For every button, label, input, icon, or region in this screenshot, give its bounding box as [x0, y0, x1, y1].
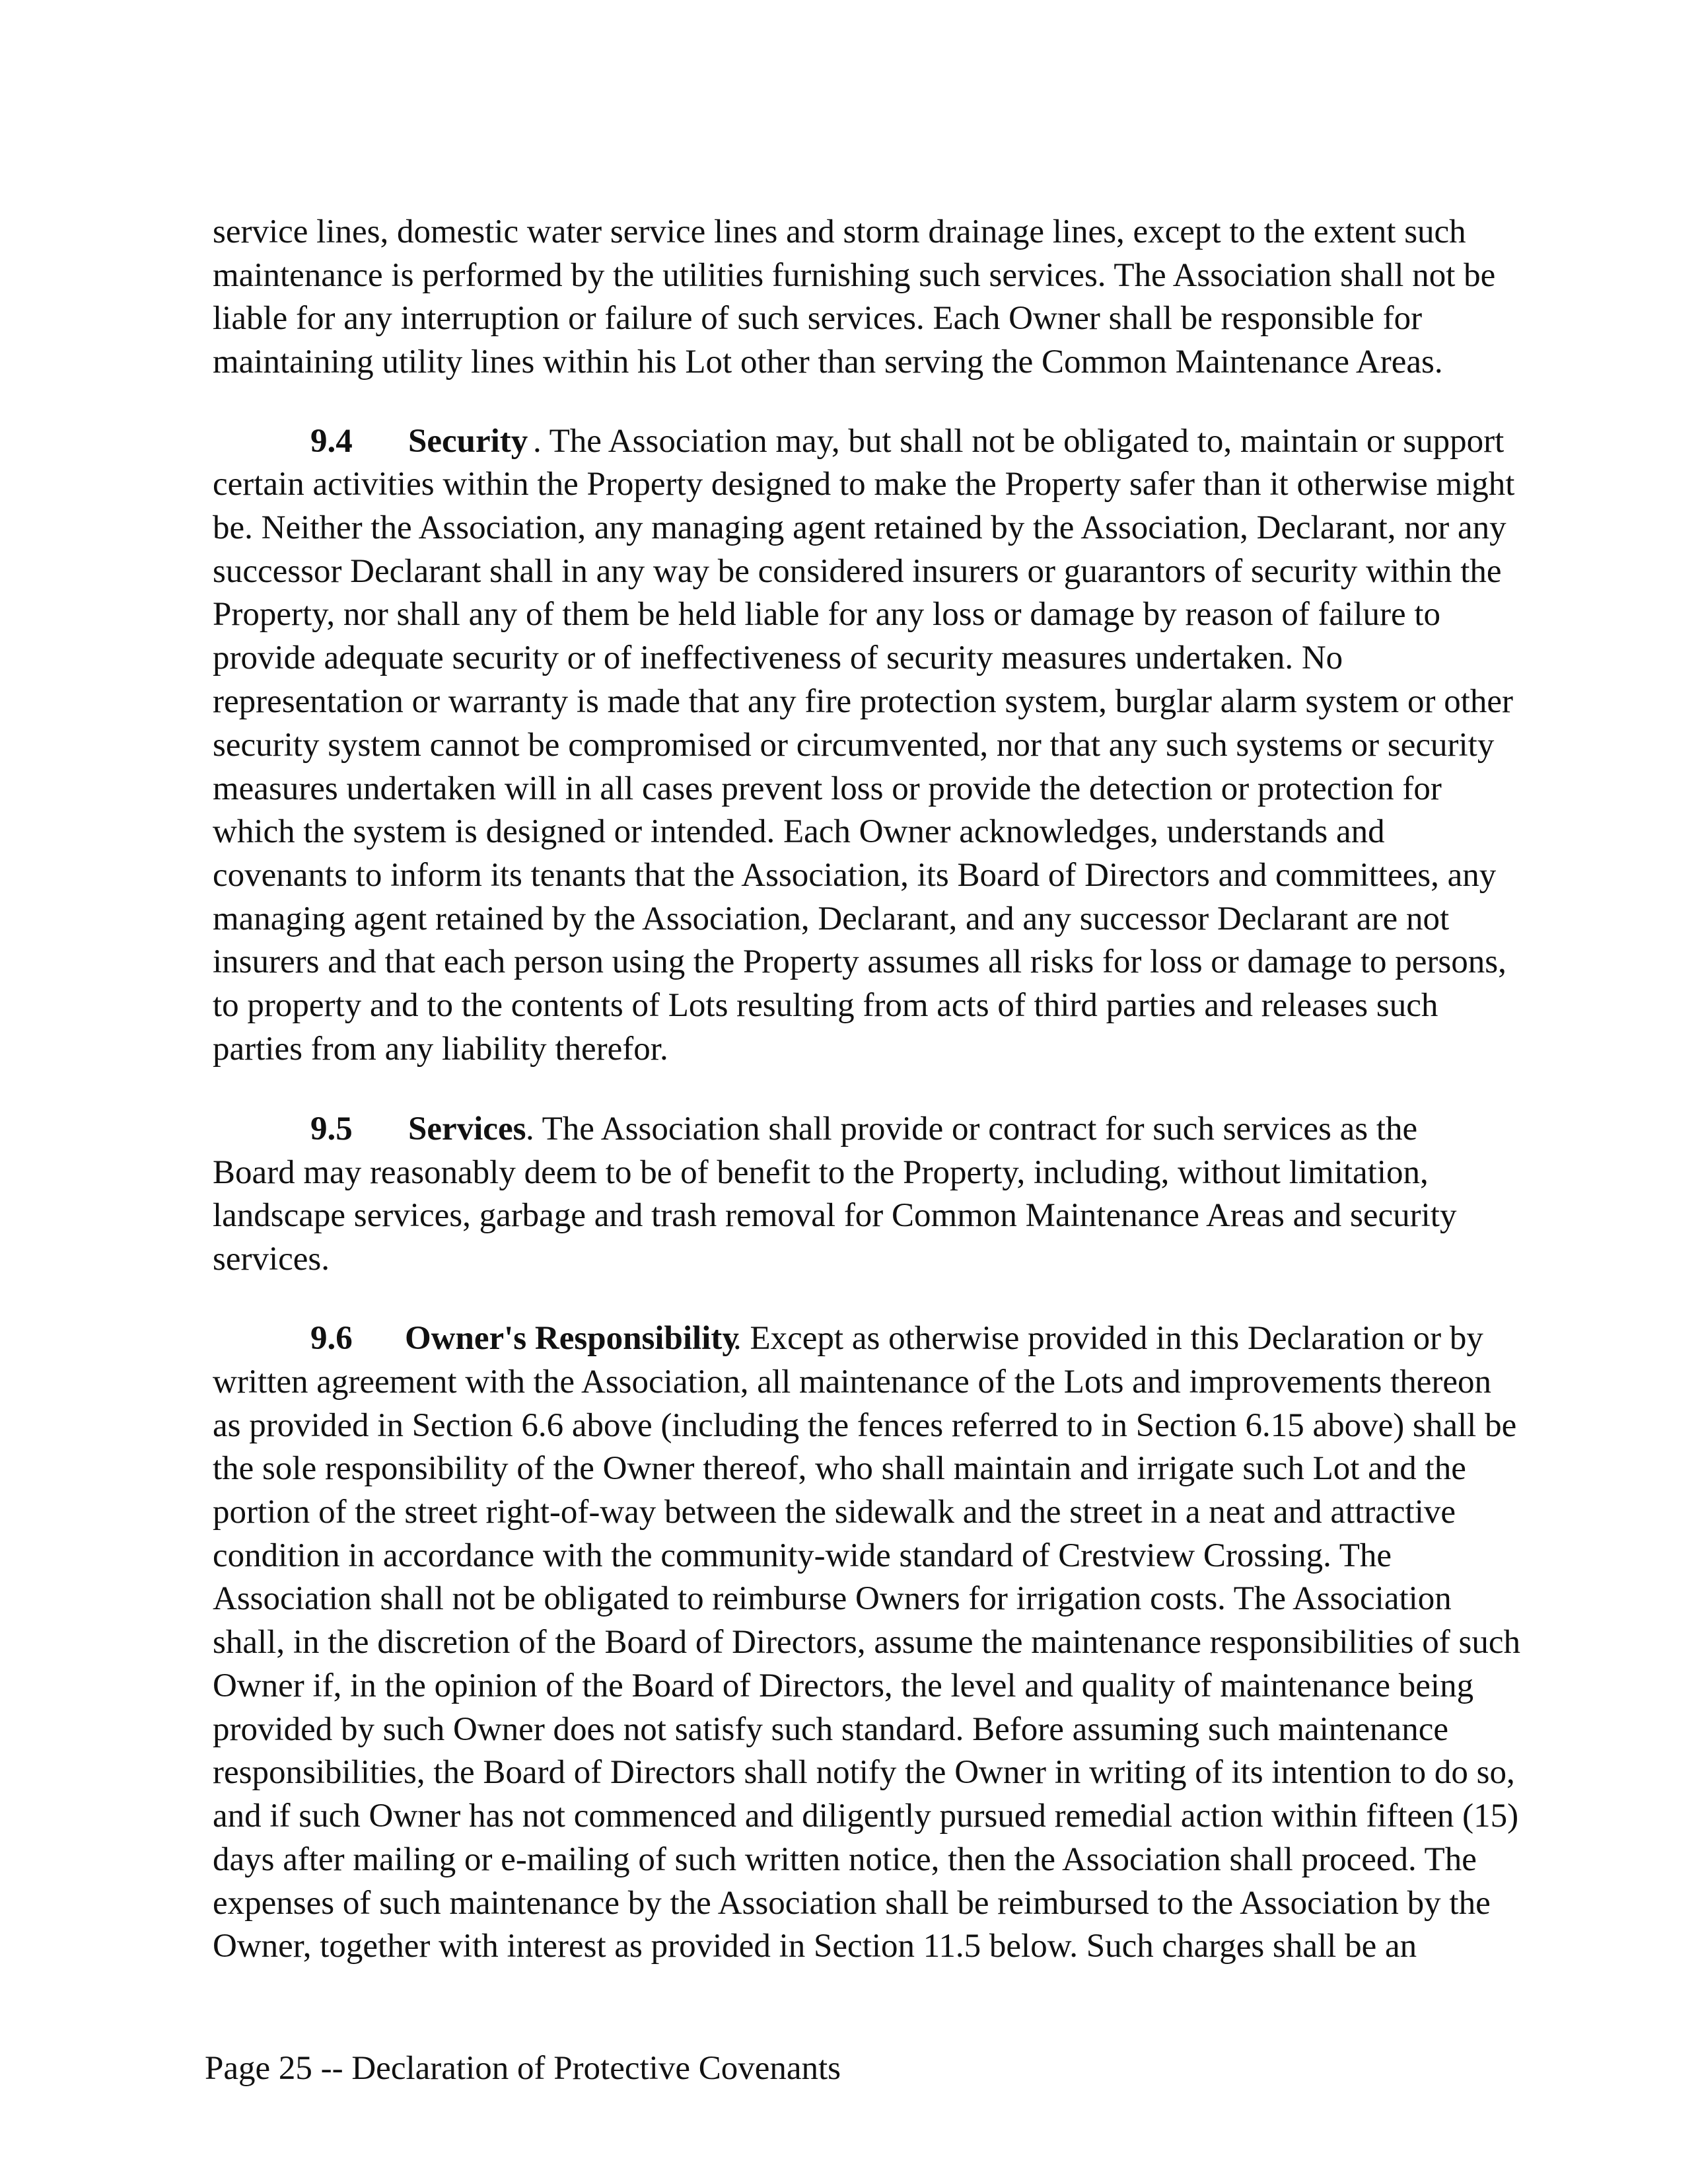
- text-line: Owner, together with interest as provided in Section 11.5 below. Such charges shall be an: [213, 1928, 1417, 1965]
- text-line: Property, nor shall any of them be held liable for any loss or damage by reason of failure to: [213, 596, 1441, 633]
- text-line: responsibilities, the Board of Directors shall notify the Owner in writing of its intention to do so,: [213, 1754, 1515, 1791]
- text-line: days after mailing or e-mailing of such written notice, then the Association shall proceed. The: [213, 1841, 1477, 1878]
- text-line: shall, in the discretion of the Board of Directors, assume the maintenance responsibilities of such: [213, 1624, 1520, 1661]
- page-footer: Page 25 -- Declaration of Protective Covenants: [205, 2050, 841, 2087]
- text-line: covenants to inform its tenants that the Association, its Board of Directors and committees, any: [213, 857, 1497, 894]
- text-line: liable for any interruption or failure of such services. Each Owner shall be responsible for: [213, 300, 1423, 337]
- section-first-line: . Except as otherwise provided in this Declaration or by: [733, 1320, 1483, 1357]
- text-line: provided by such Owner does not satisfy such standard. Before assuming such maintenance: [213, 1711, 1448, 1748]
- section-heading: Services: [408, 1110, 526, 1147]
- text-line: managing agent retained by the Association, Declarant, and any successor Declarant are not: [213, 900, 1450, 937]
- text-line: Board may reasonably deem to be of benefit to the Property, including, without limitation,: [213, 1154, 1429, 1191]
- text-line: insurers and that each person using the Property assumes all risks for loss or damage to persons,: [213, 943, 1506, 980]
- text-line: services.: [213, 1241, 330, 1278]
- section-first-line: . The Association shall provide or contract for such services as the: [526, 1110, 1418, 1147]
- text-line: successor Declarant shall in any way be considered insurers or guarantors of security within the: [213, 553, 1502, 590]
- text-line: measures undertaken will in all cases prevent loss or provide the detection or protection for: [213, 770, 1442, 807]
- section-first-line: . The Association may, but shall not be obligated to, maintain or support: [533, 423, 1505, 460]
- text-line: maintenance is performed by the utilities furnishing such services. The Association shall not be: [213, 257, 1496, 294]
- text-line: landscape services, garbage and trash removal for Common Maintenance Areas and security: [213, 1197, 1457, 1234]
- text-line: parties from any liability therefor.: [213, 1031, 668, 1068]
- section-heading: Security: [408, 423, 528, 460]
- text-line: the sole responsibility of the Owner thereof, who shall maintain and irrigate such Lot and the: [213, 1450, 1466, 1487]
- text-line: security system cannot be compromised or circumvented, nor that any such systems or security: [213, 727, 1495, 764]
- text-line: service lines, domestic water service lines and storm drainage lines, except to the extent such: [213, 213, 1466, 250]
- text-line: and if such Owner has not commenced and diligently pursued remedial action within fifteen (15): [213, 1798, 1519, 1835]
- text-line: Association shall not be obligated to reimburse Owners for irrigation costs. The Association: [213, 1580, 1452, 1617]
- text-line: which the system is designed or intended. Each Owner acknowledges, understands and: [213, 813, 1385, 850]
- text-line: to property and to the contents of Lots resulting from acts of third parties and releases such: [213, 987, 1438, 1024]
- text-line: be. Neither the Association, any managing agent retained by the Association, Declarant, nor any: [213, 509, 1506, 546]
- section-number: 9.5: [310, 1110, 353, 1147]
- text-line: representation or warranty is made that any fire protection system, burglar alarm system or other: [213, 683, 1514, 720]
- text-line: expenses of such maintenance by the Association shall be reimbursed to the Association by the: [213, 1885, 1491, 1922]
- text-line: maintaining utility lines within his Lot other than serving the Common Maintenance Areas.: [213, 344, 1443, 381]
- section-heading: Owner's Responsibility: [405, 1320, 739, 1357]
- text-line: Owner if, in the opinion of the Board of Directors, the level and quality of maintenance being: [213, 1667, 1474, 1704]
- text-line: provide adequate security or of ineffectiveness of security measures undertaken. No: [213, 639, 1343, 676]
- text-line: condition in accordance with the community-wide standard of Crestview Crossing. The: [213, 1537, 1392, 1574]
- text-line: certain activities within the Property designed to make the Property safer than it otherwise might: [213, 466, 1515, 503]
- section-number: 9.6: [310, 1320, 353, 1357]
- text-line: portion of the street right-of-way between the sidewalk and the street in a neat and attractive: [213, 1494, 1456, 1531]
- text-line: written agreement with the Association, all maintenance of the Lots and improvements thereon: [213, 1364, 1492, 1401]
- text-line: as provided in Section 6.6 above (including the fences referred to in Section 6.15 above) shall be: [213, 1407, 1517, 1444]
- section-number: 9.4: [310, 423, 353, 460]
